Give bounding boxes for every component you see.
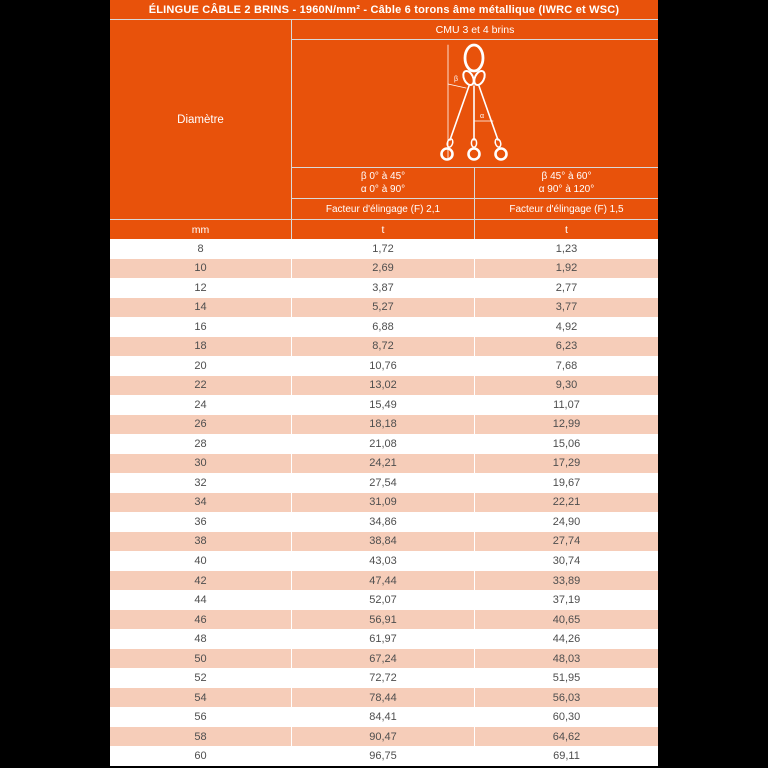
table-row (110, 298, 658, 318)
sling-spec-table (110, 0, 658, 766)
beta-range-label: β 45° à 60° (541, 170, 592, 182)
sling-leg-left (450, 86, 469, 140)
cmu-f21-value: 5,27 (291, 298, 474, 318)
table-row (110, 473, 658, 493)
cmu-f21-value: 18,18 (291, 415, 474, 435)
table-row (110, 727, 658, 747)
diameter-value: 54 (110, 688, 291, 708)
alpha-range-label: α 0° à 90° (360, 184, 406, 195)
cmu-f21-value: 38,84 (291, 532, 474, 552)
page-title: ÉLINGUE CÂBLE 2 BRINS - 1960N/mm² - Câble 6 torons âme métallique (IWRC et WSC) (110, 0, 658, 19)
beta-range-label: β 0° à 45° (360, 170, 406, 182)
cmu-f15-value: 30,74 (474, 551, 658, 571)
three-leg-sling-diagram (292, 40, 658, 167)
cmu-f21-value: 47,44 (291, 571, 474, 591)
cmu-f21-value: 21,08 (291, 434, 474, 454)
diameter-value: 34 (110, 493, 291, 513)
cmu-f21-value: 96,75 (291, 746, 474, 766)
cmu-f21-value: 1,72 (291, 239, 474, 259)
cmu-f21-value: 8,72 (291, 337, 474, 357)
cmu-f15-value: 69,11 (474, 746, 658, 766)
diameter-value: 28 (110, 434, 291, 454)
table-row (110, 317, 658, 337)
table-row (110, 571, 658, 591)
cmu-f21-value: 90,47 (291, 727, 474, 747)
cmu-f21-value: 27,54 (291, 473, 474, 493)
cmu-f15-value: 2,77 (474, 278, 658, 298)
cmu-f21-value: 2,69 (291, 259, 474, 279)
diameter-value: 14 (110, 298, 291, 318)
cmu-f15-value: 27,74 (474, 532, 658, 552)
cmu-f21-value: 84,41 (291, 707, 474, 727)
diameter-value: 42 (110, 571, 291, 591)
cmu-f21-value: 61,97 (291, 629, 474, 649)
table-row (110, 746, 658, 766)
table-row (110, 259, 658, 279)
cmu-f21-value: 78,44 (291, 688, 474, 708)
cmu-f15-value: 9,30 (474, 376, 658, 396)
table-row (110, 493, 658, 513)
angle-range-header-f15 (475, 168, 658, 198)
angle-range-header-f21 (292, 168, 474, 198)
cmu-f21-value: 67,24 (291, 649, 474, 669)
table-row (110, 278, 658, 298)
cmu-f21-value: 15,49 (291, 395, 474, 415)
cmu-f15-value: 37,19 (474, 590, 658, 610)
cmu-f15-value: 24,90 (474, 512, 658, 532)
table-row (110, 415, 658, 435)
cmu-f21-value: 72,72 (291, 668, 474, 688)
cmu-f21-value: 56,91 (291, 610, 474, 630)
beta-angle-label: β (454, 76, 459, 83)
diameter-value: 46 (110, 610, 291, 630)
cmu-f21-value: 24,21 (291, 454, 474, 474)
table-row (110, 532, 658, 552)
diameter-value: 20 (110, 356, 291, 376)
table-row (110, 629, 658, 649)
cmu-f15-value: 1,92 (474, 259, 658, 279)
cmu-f21-value: 31,09 (291, 493, 474, 513)
table-row (110, 688, 658, 708)
table-row (110, 707, 658, 727)
cmu-f15-value: 60,30 (474, 707, 658, 727)
cmu-f15-value: 40,65 (474, 610, 658, 630)
cmu-f21-value: 13,02 (291, 376, 474, 396)
cmu-f15-value: 1,23 (474, 239, 658, 259)
alpha-range-label: α 90° à 120° (538, 184, 595, 195)
diameter-value: 60 (110, 746, 291, 766)
leg-end-link-icon (446, 138, 454, 148)
unit-header-t-f15: t (475, 220, 658, 239)
unit-header-mm: mm (110, 220, 291, 239)
alpha-angle-label: α (480, 113, 485, 120)
sling-factor-header-f15: Facteur d'élingage (F) 1,5 (475, 199, 658, 219)
cmu-f15-value: 17,29 (474, 454, 658, 474)
beta-angle-tick (448, 84, 466, 88)
table-header (110, 0, 658, 239)
table-row (110, 610, 658, 630)
table-row (110, 551, 658, 571)
diagram-cell (292, 40, 658, 167)
leg-end-link-icon (494, 138, 502, 148)
diameter-value: 32 (110, 473, 291, 493)
cmu-f15-value: 12,99 (474, 415, 658, 435)
cmu-f15-value: 15,06 (474, 434, 658, 454)
diameter-value: 56 (110, 707, 291, 727)
cmu-f21-value: 43,03 (291, 551, 474, 571)
diameter-value: 36 (110, 512, 291, 532)
diameter-value: 8 (110, 239, 291, 259)
table-row (110, 649, 658, 669)
cmu-f15-value: 22,21 (474, 493, 658, 513)
cmu-f21-value: 34,86 (291, 512, 474, 532)
hook-icon (496, 149, 507, 160)
cmu-f15-value: 51,95 (474, 668, 658, 688)
diameter-value: 24 (110, 395, 291, 415)
table-row (110, 434, 658, 454)
diameter-value: 22 (110, 376, 291, 396)
diameter-value: 12 (110, 278, 291, 298)
cmu-f15-value: 4,92 (474, 317, 658, 337)
sling-factor-header-f21: Facteur d'élingage (F) 2,1 (292, 199, 474, 219)
diameter-value: 50 (110, 649, 291, 669)
cmu-f21-value: 52,07 (291, 590, 474, 610)
cmu-f15-value: 6,23 (474, 337, 658, 357)
cmu-f15-value: 7,68 (474, 356, 658, 376)
cmu-f15-value: 44,26 (474, 629, 658, 649)
cmu-f15-value: 33,89 (474, 571, 658, 591)
cmu-f15-value: 56,03 (474, 688, 658, 708)
table-row (110, 239, 658, 259)
master-link-icon (465, 45, 483, 71)
unit-header-t-f21: t (292, 220, 474, 239)
diameter-value: 58 (110, 727, 291, 747)
table-row (110, 337, 658, 357)
hook-icon (442, 149, 453, 160)
table-row (110, 512, 658, 532)
table-row (110, 590, 658, 610)
diameter-value: 26 (110, 415, 291, 435)
cmu-f15-value: 3,77 (474, 298, 658, 318)
cmu-f15-value: 64,62 (474, 727, 658, 747)
diameter-header: Diamètre (110, 20, 291, 219)
cmu-f15-value: 48,03 (474, 649, 658, 669)
cmu-header: CMU 3 et 4 brins (292, 20, 658, 39)
table-row (110, 454, 658, 474)
table-row (110, 395, 658, 415)
cmu-f15-value: 19,67 (474, 473, 658, 493)
table-row (110, 668, 658, 688)
diameter-value: 40 (110, 551, 291, 571)
diameter-value: 30 (110, 454, 291, 474)
cmu-f21-value: 6,88 (291, 317, 474, 337)
diameter-value: 16 (110, 317, 291, 337)
diameter-value: 38 (110, 532, 291, 552)
data-rows (110, 239, 658, 766)
diameter-value: 18 (110, 337, 291, 357)
table-row (110, 376, 658, 396)
cmu-f21-value: 3,87 (291, 278, 474, 298)
diameter-value: 52 (110, 668, 291, 688)
diameter-value: 10 (110, 259, 291, 279)
table-row (110, 356, 658, 376)
diameter-value: 48 (110, 629, 291, 649)
hook-icon (469, 149, 480, 160)
cmu-f21-value: 10,76 (291, 356, 474, 376)
diameter-value: 44 (110, 590, 291, 610)
cmu-f15-value: 11,07 (474, 395, 658, 415)
